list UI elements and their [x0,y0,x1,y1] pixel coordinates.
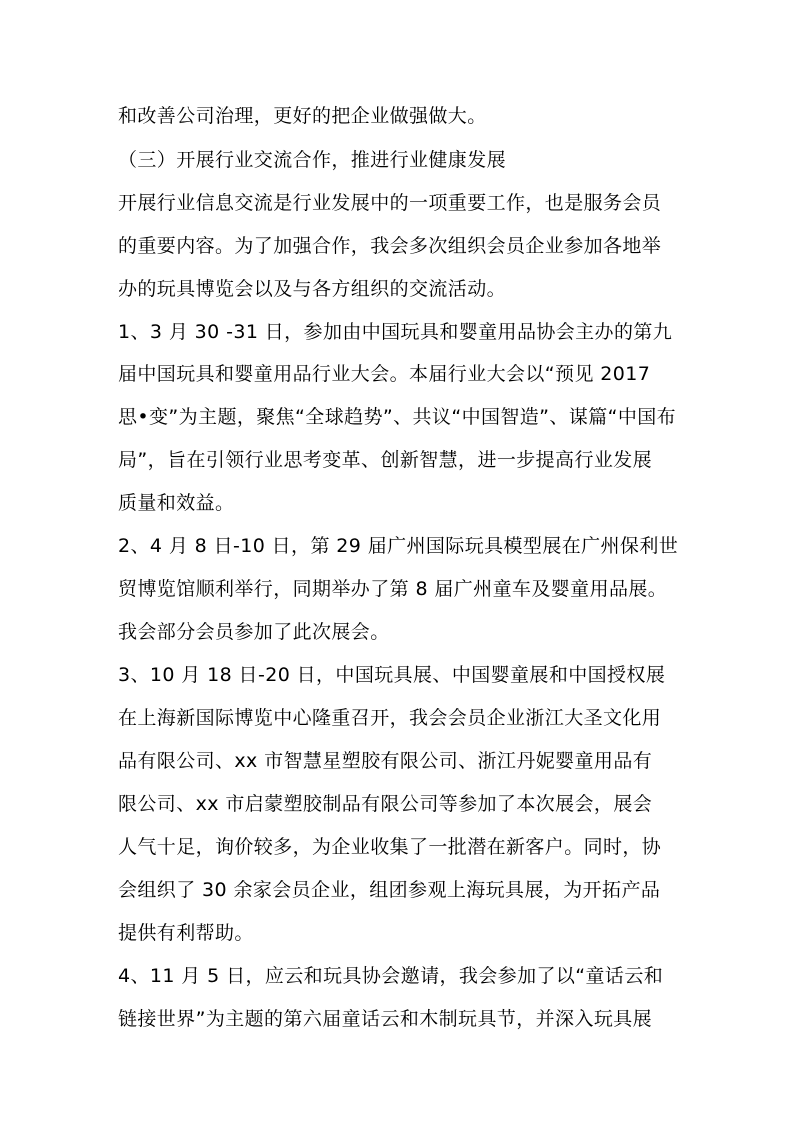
text-line: 思•变”为主题，聚焦“全球趋势”、共议“中国智造”、谋篇“中国布 [118,406,677,428]
text-line: 办的玩具博览会以及与各方组织的交流活动。 [118,278,507,300]
text-line: 开展行业信息交流是行业发展中的一项重要工作，也是服务会员 [118,192,662,214]
text-line: 限公司、xx 市启蒙塑胶制品有限公司等参加了本次展会，展会 [118,793,653,815]
text-line: 在上海新国际博览中心隆重召开，我会会员企业浙江大圣文化用 [118,707,662,729]
text-line: 质量和效益。 [118,492,235,514]
text-line: 贸博览馆顺利举行，同期举办了第 8 届广州童车及婴童用品展。 [118,578,668,600]
text-line: 品有限公司、xx 市智慧星塑胶有限公司、浙江丹妮婴童用品有 [118,750,653,772]
text-line: 届中国玩具和婴童用品行业大会。本届行业大会以“预见 2017 [118,363,651,385]
text-line: 4、11 月 5 日，应云和玩具协会邀请，我会参加了以“童话云和 [118,965,664,987]
text-line: 的重要内容。为了加强合作，我会多次组织会员企业参加各地举 [118,235,662,257]
text-line: 会组织了 30 余家会员企业，组团参观上海玩具展，为开拓产品 [118,879,661,901]
text-line: 2、4 月 8 日-10 日，第 29 届广州国际玩具模型展在广州保利世 [118,535,679,557]
section-heading: （三）开展行业交流合作，推进行业健康发展 [118,149,507,171]
text-line: 提供有利帮助。 [118,922,254,944]
text-line: 3、10 月 18 日-20 日，中国玩具展、中国婴童展和中国授权展 [118,664,666,686]
text-line: 局”，旨在引领行业思考变革、创新智慧，进一步提高行业发展 [118,449,653,471]
text-line: 人气十足，询价较多，为企业收集了一批潜在新客户。同时，协 [118,836,662,858]
text-line: 和改善公司治理，更好的把企业做强做大。 [118,105,487,127]
text-line: 1、3 月 30 -31 日，参加由中国玩具和婴童用品协会主办的第九 [118,321,673,343]
text-line: 链接世界”为主题的第六届童话云和木制玩具节，并深入玩具展 [118,1008,653,1030]
text-line: 我会部分会员参加了此次展会。 [118,621,390,643]
